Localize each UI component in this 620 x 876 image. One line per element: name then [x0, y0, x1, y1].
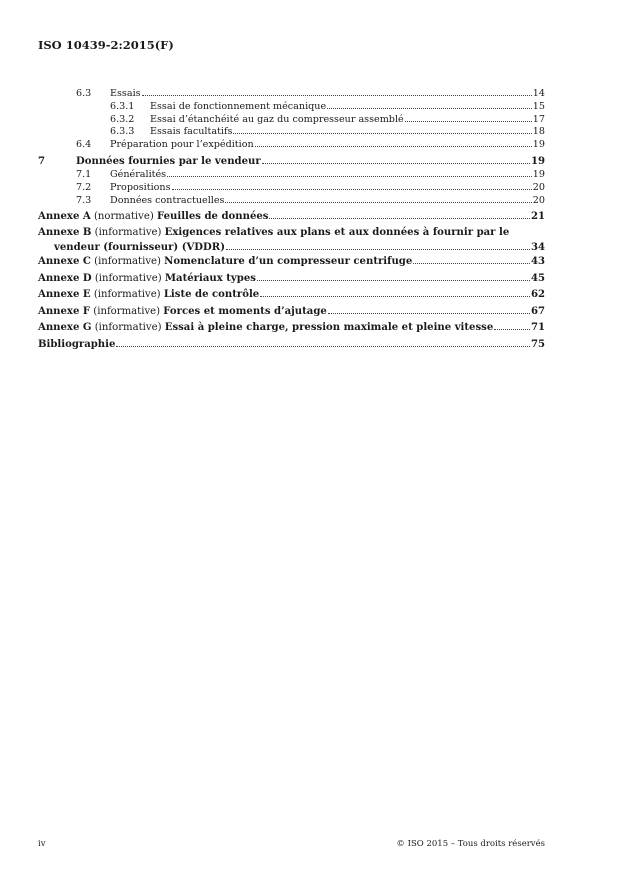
annex-type: (informative) [94, 256, 161, 268]
toc-annex-f[interactable] [38, 305, 545, 320]
annex-type: (informative) [94, 322, 162, 334]
toc-entry-7[interactable] [38, 155, 545, 170]
toc-page: 19 [530, 155, 545, 167]
toc-page: 45 [530, 272, 545, 284]
annex-title: Feuilles de données [157, 210, 269, 222]
toc-entry-7-3[interactable] [38, 195, 545, 208]
toc-entry-6-3-2[interactable] [38, 114, 545, 127]
toc-page: 19 [532, 139, 545, 151]
toc-page: 19 [532, 169, 545, 181]
toc-title: Données fournies par le vendeur [76, 155, 261, 167]
dot-leader [257, 279, 530, 281]
toc-number: 6.3.1 [110, 100, 135, 112]
toc-title: Données contractuelles [110, 195, 225, 207]
dot-leader [260, 295, 530, 297]
annex-title-line1: Exigences relatives aux plans et aux données à fournir par le [164, 227, 510, 239]
document-header: ISO 10439-2:2015(F) [38, 38, 174, 52]
toc-title: Préparation pour l’expédition [110, 139, 254, 151]
dot-leader [327, 107, 532, 109]
toc-annex-b[interactable] [38, 226, 545, 253]
dot-leader [233, 132, 531, 134]
toc-number: 6.3 [76, 88, 92, 99]
toc-number: 6.4 [76, 139, 92, 151]
annex-label: Annexe A [38, 210, 91, 222]
toc-title: Propositions [110, 182, 171, 194]
toc-entry-6-3-3[interactable] [38, 126, 545, 139]
toc-page: 43 [530, 256, 545, 268]
toc-number: 7.2 [76, 182, 92, 194]
toc-page: 62 [530, 289, 545, 301]
table-of-contents [38, 88, 545, 352]
toc-title: Essais [110, 88, 141, 99]
annex-type: (normative) [93, 210, 154, 222]
annex-label: Annexe G [38, 322, 92, 334]
annex-label: Annexe B [38, 227, 92, 239]
toc-number: 6.3.3 [110, 126, 135, 138]
toc-page: 14 [532, 88, 545, 99]
dot-leader [172, 188, 532, 190]
toc-title: Essai d’étanchéité au gaz du compresseur assemblé [150, 113, 404, 125]
toc-number: 6.3.2 [110, 113, 135, 125]
toc-title: Généralités [110, 169, 167, 181]
toc-annex-a[interactable] [38, 210, 545, 225]
annex-type: (informative) [93, 305, 161, 317]
dot-leader [328, 312, 530, 314]
annex-title: Liste de contrôle [163, 289, 260, 301]
annex-title: Essai à pleine charge, pression maximale et pleine vitesse [164, 322, 494, 334]
dot-leader [255, 145, 532, 147]
toc-title: Essais facultatifs [150, 126, 233, 138]
toc-entry-6-4[interactable] [38, 139, 545, 152]
annex-label: Annexe F [38, 305, 91, 317]
toc-annex-g[interactable] [38, 321, 545, 336]
annex-title: Forces et moments d’ajutage [163, 305, 327, 317]
toc-annex-e[interactable] [38, 288, 545, 303]
toc-page: 17 [532, 113, 545, 125]
dot-leader [262, 162, 530, 164]
toc-annex-c[interactable] [38, 255, 545, 270]
toc-page: 20 [532, 195, 545, 207]
dot-leader [269, 217, 529, 219]
dot-leader [142, 94, 532, 96]
dot-leader [405, 120, 532, 122]
annex-type: (informative) [94, 227, 162, 239]
toc-number: 7.1 [76, 169, 92, 181]
dot-leader [167, 175, 532, 177]
toc-entry-6-3[interactable] [38, 88, 545, 101]
dot-leader [116, 345, 530, 347]
dot-leader [225, 201, 531, 203]
toc-page: 21 [530, 210, 545, 222]
toc-title: Essai de fonctionnement mécanique [150, 100, 327, 112]
toc-page: 34 [530, 241, 545, 253]
annex-type: (informative) [94, 272, 162, 284]
annex-type: (informative) [93, 289, 161, 301]
page-number: iv [38, 839, 46, 849]
toc-page: 15 [532, 100, 545, 112]
dot-leader [494, 328, 530, 330]
toc-title: Bibliographie [38, 338, 116, 350]
annex-label: Annexe C [38, 256, 91, 268]
copyright-notice: © ISO 2015 – Tous droits réservés [396, 839, 545, 849]
toc-annex-d[interactable] [38, 272, 545, 287]
toc-number: 7.3 [76, 195, 92, 207]
annex-title-line2: vendeur (fournisseur) (VDDR) [54, 241, 225, 253]
toc-page: 71 [530, 322, 545, 334]
toc-entry-7-2[interactable] [38, 182, 545, 195]
dot-leader [413, 262, 530, 264]
toc-page: 18 [532, 126, 545, 138]
toc-page: 20 [532, 182, 545, 194]
toc-bibliography[interactable] [38, 338, 545, 353]
annex-title: Matériaux types [164, 272, 256, 284]
annex-title: Nomenclature d’un compresseur centrifuge [164, 256, 413, 268]
annex-label: Annexe D [38, 272, 92, 284]
annex-label: Annexe E [38, 289, 91, 301]
dot-leader [226, 248, 530, 250]
toc-entry-7-1[interactable] [38, 169, 545, 182]
toc-entry-6-3-1[interactable] [38, 101, 545, 114]
toc-number: 7 [38, 155, 46, 167]
toc-page: 67 [530, 305, 545, 317]
toc-page: 75 [530, 338, 545, 350]
